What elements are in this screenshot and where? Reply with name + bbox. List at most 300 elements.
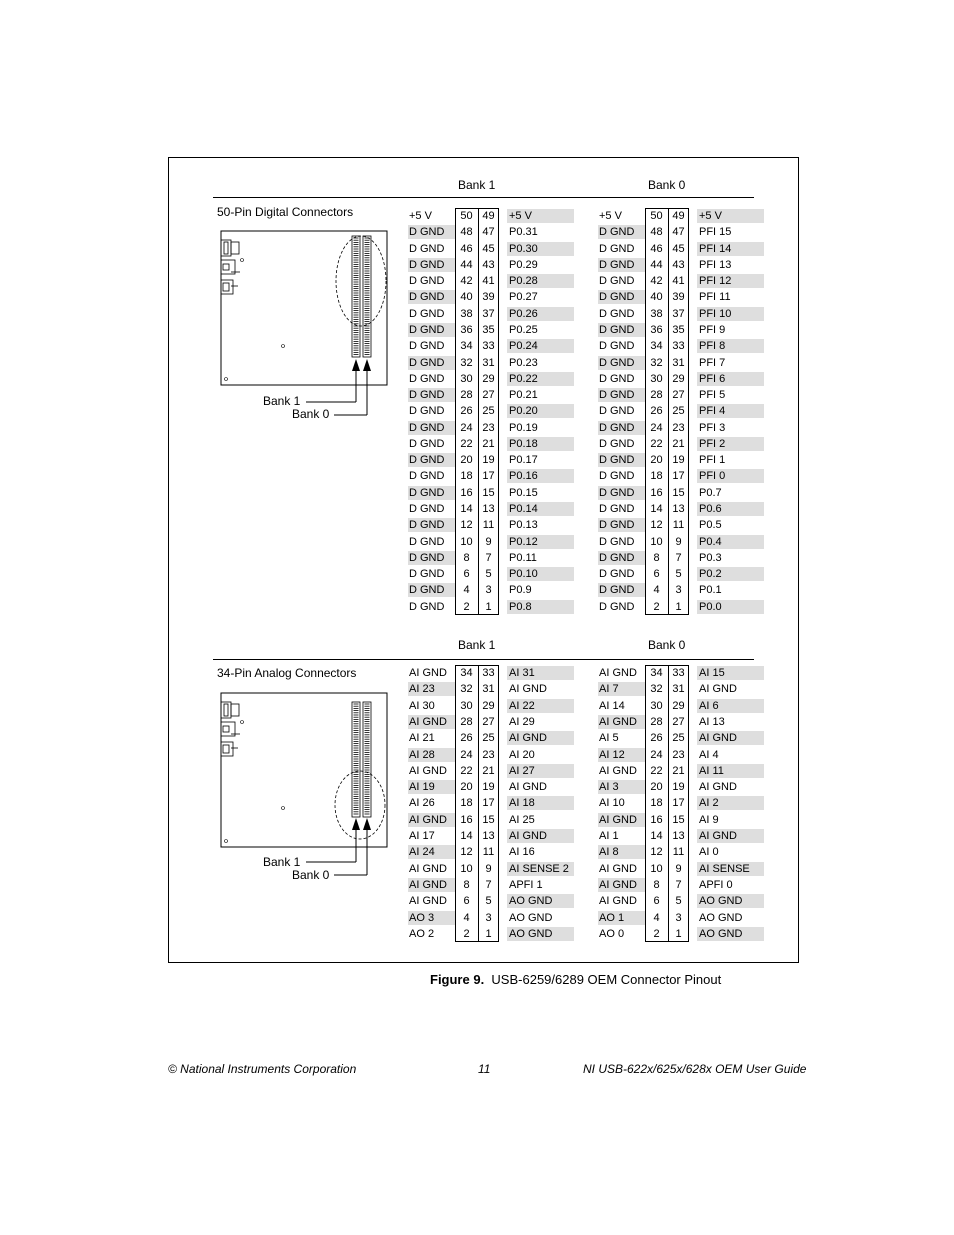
pin-number-right: 5 [485,895,492,907]
pin-number-right: 15 [672,487,685,499]
pin-signal-right: P0.10 [509,568,538,580]
pin-number-right: 21 [482,765,495,777]
pin-signal-right: AI 22 [509,700,535,712]
pin-signal-right: PFI 9 [699,324,726,336]
pin-signal-left: AI GND [599,879,637,891]
pin-number-right: 19 [482,454,495,466]
pin-number-right: 33 [672,667,685,679]
pin-number-left: 20 [650,454,663,466]
pin-box-divider [478,209,479,614]
pin-signal-right: AI SENSE 2 [509,863,569,875]
analog-bank1-heading: Bank 1 [458,638,496,652]
pin-number-right: 25 [482,405,495,417]
pin-number-box [455,208,499,615]
pin-signal-right: AI 13 [699,716,725,728]
pin-signal-right: AI 29 [509,716,535,728]
pin-number-left: 34 [650,667,663,679]
pin-signal-left: AI 8 [599,846,619,858]
pin-number-left: 30 [460,373,473,385]
pin-number-left: 32 [460,357,473,369]
pin-signal-right: P0.16 [509,470,538,482]
pin-number-left: 18 [460,797,473,809]
pin-signal-right: P0.2 [699,568,722,580]
pin-signal-right: P0.18 [509,438,538,450]
pin-signal-right: APFI 1 [509,879,543,891]
pin-number-left: 40 [460,291,473,303]
pin-number-box [645,665,689,942]
pin-number-left: 48 [650,226,663,238]
pin-signal-left: D GND [409,275,445,287]
pin-signal-right: AI 31 [509,667,535,679]
pin-number-left: 34 [460,340,473,352]
pin-signal-left: D GND [599,422,635,434]
pin-number-left: 32 [650,683,663,695]
pin-signal-right: PFI 14 [699,243,732,255]
pin-number-left: 6 [463,568,470,580]
pin-signal-left: D GND [599,308,635,320]
pin-signal-right: P0.26 [509,308,538,320]
pin-number-right: 1 [675,601,682,613]
pin-number-right: 9 [485,536,492,548]
pin-signal-left: AI GND [599,765,637,777]
pin-signal-right: PFI 10 [699,308,732,320]
pin-number-left: 34 [460,667,473,679]
pin-number-right: 27 [672,389,685,401]
pin-signal-left: AI 19 [409,781,435,793]
pin-number-left: 14 [460,830,473,842]
pin-number-right: 27 [482,716,495,728]
pin-signal-left: D GND [409,438,445,450]
pin-number-right: 1 [485,601,492,613]
pin-number-right: 7 [485,879,492,891]
digital-section-title: 50-Pin Digital Connectors [217,205,354,219]
pin-number-right: 31 [482,683,495,695]
pin-signal-right: PFI 12 [699,275,732,287]
pin-number-right: 47 [672,226,685,238]
pin-number-box [455,665,499,942]
pin-number-left: 50 [650,210,663,222]
pin-number-left: 18 [650,470,663,482]
pin-signal-left: AO 1 [599,912,625,924]
pin-number-right: 23 [672,422,685,434]
pin-number-left: 8 [463,552,470,564]
pin-signal-right: P0.4 [699,536,722,548]
pin-number-left: 40 [650,291,663,303]
pin-signal-right: P0.29 [509,259,538,271]
pin-number-right: 3 [485,584,492,596]
analog-board-diagram [214,690,394,890]
pin-signal-left: D GND [409,243,445,255]
pin-number-left: 16 [650,487,663,499]
pin-number-left: 46 [460,243,473,255]
pin-number-right: 11 [482,846,495,858]
pin-number-left: 10 [460,536,473,548]
pin-number-left: 4 [653,912,660,924]
pin-number-left: 8 [653,879,660,891]
pin-number-right: 5 [675,895,682,907]
pin-signal-left: D GND [599,291,635,303]
pin-number-left: 18 [460,470,473,482]
pin-signal-right: AO GND [699,895,743,907]
pin-signal-left: AI 7 [599,683,619,695]
footer-page-number: 11 [478,1062,491,1076]
pin-signal-left: AI 21 [409,732,435,744]
pin-signal-left: D GND [409,601,445,613]
pin-number-right: 35 [482,324,495,336]
pin-number-right: 29 [672,373,685,385]
pin-signal-left: D GND [599,519,635,531]
pin-signal-right: AI GND [699,830,737,842]
pin-number-left: 2 [463,928,470,940]
pin-signal-right: AI 15 [699,667,725,679]
pin-signal-left: AI 3 [599,781,619,793]
pin-number-right: 15 [482,814,495,826]
pin-number-right: 27 [482,389,495,401]
pin-signal-left: AI GND [409,895,447,907]
pin-number-left: 2 [463,601,470,613]
pin-signal-left: AI 23 [409,683,435,695]
pin-number-left: 32 [460,683,473,695]
analog-callout-bank0: Bank 0 [292,868,330,882]
figure-caption-text: USB-6259/6289 OEM Connector Pinout [491,972,722,987]
pin-number-left: 12 [650,519,663,531]
pin-number-left: 6 [653,895,660,907]
pin-signal-left: D GND [599,601,635,613]
footer-guide-title: NI USB-622x/625x/628x OEM User Guide [583,1062,807,1076]
pin-number-right: 17 [482,797,495,809]
pin-signal-right: P0.25 [509,324,538,336]
pin-number-left: 30 [650,700,663,712]
pin-number-left: 26 [460,732,473,744]
pin-number-right: 45 [482,243,495,255]
pin-signal-right: P0.23 [509,357,538,369]
pin-number-right: 31 [672,683,685,695]
pin-number-right: 21 [672,765,685,777]
pin-signal-right: AI 4 [699,749,719,761]
pin-number-right: 21 [672,438,685,450]
pin-signal-right: P0.21 [509,389,538,401]
pin-box-divider [668,666,669,941]
pin-signal-left: AI 24 [409,846,435,858]
pin-number-left: 14 [460,503,473,515]
pin-number-left: 44 [650,259,663,271]
pin-number-left: 10 [650,863,663,875]
pin-number-right: 35 [672,324,685,336]
pin-signal-right: P0.27 [509,291,538,303]
pin-signal-left: AI 14 [599,700,625,712]
pin-number-right: 13 [482,830,495,842]
digital-bank0-heading: Bank 0 [648,178,686,192]
pin-signal-right: P0.30 [509,243,538,255]
pin-number-left: 16 [460,814,473,826]
pin-signal-right: PFI 0 [699,470,726,482]
pin-number-left: 8 [463,879,470,891]
pin-number-left: 12 [650,846,663,858]
pin-signal-right: AI 16 [509,846,535,858]
pin-box-divider [478,666,479,941]
pin-number-right: 11 [672,519,685,531]
footer-copyright: © National Instruments Corporation [168,1062,357,1076]
pin-signal-right: +5 V [699,210,722,222]
pin-signal-right: P0.9 [509,584,532,596]
pin-signal-right: AO GND [699,912,743,924]
pin-signal-left: D GND [409,308,445,320]
pin-signal-right: P0.6 [699,503,722,515]
pin-number-right: 5 [485,568,492,580]
pin-number-right: 19 [482,781,495,793]
pin-signal-right: APFI 0 [699,879,733,891]
pin-signal-right: P0.14 [509,503,538,515]
pin-signal-left: D GND [409,291,445,303]
pin-number-left: 26 [650,732,663,744]
digital-bank1-heading: Bank 1 [458,178,496,192]
pin-number-left: 26 [460,405,473,417]
pin-signal-left: AO 3 [409,912,435,924]
pin-signal-right: AI 27 [509,765,535,777]
pin-signal-left: D GND [409,357,445,369]
pin-number-right: 3 [485,912,492,924]
pin-signal-right: AI 6 [699,700,719,712]
digital-board-diagram [214,228,394,428]
pin-number-left: 16 [650,814,663,826]
pin-signal-left: +5 V [409,210,432,222]
pin-number-right: 49 [672,210,685,222]
pin-signal-left: D GND [409,405,445,417]
pin-signal-left: D GND [409,519,445,531]
pin-signal-right: AI SENSE [699,863,750,875]
pin-number-left: 16 [460,487,473,499]
pin-signal-left: D GND [599,243,635,255]
pin-number-left: 12 [460,846,473,858]
pin-number-right: 9 [675,536,682,548]
pin-number-left: 14 [650,830,663,842]
pin-number-left: 22 [460,765,473,777]
pin-number-right: 37 [672,308,685,320]
pin-signal-right: +5 V [509,210,532,222]
pin-number-right: 13 [672,503,685,515]
pin-number-left: 42 [460,275,473,287]
pin-signal-left: AI GND [599,863,637,875]
analog-divider [213,659,754,660]
pin-number-left: 20 [460,781,473,793]
pin-number-right: 43 [672,259,685,271]
pin-number-right: 33 [482,667,495,679]
pin-signal-left: D GND [599,340,635,352]
pin-signal-left: D GND [599,373,635,385]
pin-signal-left: D GND [409,373,445,385]
pin-signal-right: PFI 8 [699,340,726,352]
pin-number-right: 15 [672,814,685,826]
pin-signal-right: PFI 4 [699,405,726,417]
pin-signal-right: PFI 3 [699,422,726,434]
pin-signal-left: AI GND [599,716,637,728]
pin-number-left: 42 [650,275,663,287]
pin-signal-right: AI 18 [509,797,535,809]
pin-number-right: 37 [482,308,495,320]
pin-signal-left: D GND [599,405,635,417]
pin-number-right: 5 [675,568,682,580]
pin-number-right: 39 [482,291,495,303]
pin-number-right: 31 [672,357,685,369]
pin-signal-left: AI 10 [599,797,625,809]
pin-signal-left: D GND [409,503,445,515]
pin-number-right: 29 [672,700,685,712]
pin-signal-left: D GND [409,324,445,336]
pin-number-left: 14 [650,503,663,515]
pin-signal-left: D GND [599,470,635,482]
pin-number-left: 46 [650,243,663,255]
pin-signal-right: P0.17 [509,454,538,466]
pin-number-right: 13 [672,830,685,842]
pin-signal-right: PFI 6 [699,373,726,385]
pin-number-right: 43 [482,259,495,271]
pin-number-right: 19 [672,781,685,793]
pin-signal-right: AO GND [509,895,553,907]
pin-number-left: 28 [460,389,473,401]
pin-signal-right: PFI 7 [699,357,726,369]
pin-number-left: 28 [650,716,663,728]
pin-number-right: 47 [482,226,495,238]
pin-number-left: 30 [460,700,473,712]
pin-signal-left: D GND [599,357,635,369]
pin-signal-left: D GND [409,340,445,352]
pin-number-right: 23 [672,749,685,761]
pin-number-left: 20 [460,454,473,466]
pin-number-right: 13 [482,503,495,515]
pin-signal-right: AI GND [699,781,737,793]
pin-signal-left: D GND [599,568,635,580]
pin-signal-left: D GND [409,584,445,596]
pin-number-right: 23 [482,422,495,434]
pin-number-right: 27 [672,716,685,728]
pin-number-right: 9 [485,863,492,875]
pin-signal-right: P0.7 [699,487,722,499]
pin-signal-right: PFI 13 [699,259,732,271]
pin-number-right: 41 [482,275,495,287]
pin-number-left: 38 [460,308,473,320]
pin-signal-right: AI GND [699,732,737,744]
pin-signal-left: AI GND [409,863,447,875]
pin-signal-right: P0.22 [509,373,538,385]
pin-signal-left: AO 0 [599,928,625,940]
pin-signal-left: AI 12 [599,749,625,761]
pin-signal-left: D GND [409,536,445,548]
pin-signal-left: D GND [409,389,445,401]
pin-signal-left: AI 26 [409,797,435,809]
pin-number-left: 24 [650,422,663,434]
pin-number-right: 49 [482,210,495,222]
pin-signal-left: D GND [599,584,635,596]
pin-signal-right: AI GND [509,781,547,793]
pin-signal-right: P0.24 [509,340,538,352]
pin-signal-right: P0.19 [509,422,538,434]
pin-number-left: 48 [460,226,473,238]
pin-signal-left: AO 2 [409,928,435,940]
pin-signal-right: AI GND [509,732,547,744]
pin-signal-left: D GND [409,568,445,580]
pin-number-left: 6 [653,568,660,580]
pin-signal-left: D GND [409,470,445,482]
pin-signal-left: AI 28 [409,749,435,761]
pin-number-right: 21 [482,438,495,450]
pin-number-left: 22 [650,765,663,777]
pin-number-right: 33 [672,340,685,352]
digital-divider [213,197,754,198]
pin-signal-left: D GND [599,226,635,238]
pin-signal-left: AI GND [409,879,447,891]
pin-signal-left: D GND [599,552,635,564]
pin-number-left: 18 [650,797,663,809]
pin-number-right: 3 [675,912,682,924]
pin-number-right: 7 [675,552,682,564]
pin-number-right: 17 [482,470,495,482]
pin-signal-left: AI GND [599,814,637,826]
pin-signal-left: D GND [599,536,635,548]
pin-number-right: 15 [482,487,495,499]
pin-number-left: 50 [460,210,473,222]
pin-number-left: 24 [460,422,473,434]
pin-number-right: 41 [672,275,685,287]
pin-number-left: 28 [460,716,473,728]
figure-caption [430,972,721,987]
pin-signal-right: AO GND [509,912,553,924]
pin-signal-left: AI GND [599,895,637,907]
pin-signal-right: P0.12 [509,536,538,548]
pin-number-left: 32 [650,357,663,369]
pin-number-right: 29 [482,373,495,385]
pin-number-left: 6 [463,895,470,907]
pin-signal-left: D GND [599,275,635,287]
pin-signal-right: AI GND [509,683,547,695]
pin-number-left: 36 [650,324,663,336]
pin-number-right: 19 [672,454,685,466]
pin-box-divider [668,209,669,614]
pin-signal-left: D GND [409,259,445,271]
digital-callout-bank1: Bank 1 [263,394,301,408]
pin-number-right: 7 [485,552,492,564]
pin-number-left: 44 [460,259,473,271]
pin-signal-right: AO GND [509,928,553,940]
pin-number-right: 29 [482,700,495,712]
pin-signal-left: AI GND [599,667,637,679]
pin-signal-right: AI 0 [699,846,719,858]
pin-number-right: 33 [482,340,495,352]
pin-signal-right: AI 2 [699,797,719,809]
pin-number-left: 4 [463,912,470,924]
pin-signal-left: D GND [599,389,635,401]
pin-signal-left: D GND [599,438,635,450]
pin-signal-left: D GND [599,487,635,499]
pin-number-left: 28 [650,389,663,401]
pin-number-left: 4 [463,584,470,596]
pin-number-right: 25 [672,732,685,744]
pin-signal-left: D GND [599,503,635,515]
pin-signal-right: PFI 15 [699,226,732,238]
pin-signal-right: AI 25 [509,814,535,826]
pin-signal-right: PFI 1 [699,454,726,466]
pin-signal-right: P0.15 [509,487,538,499]
pin-signal-left: AI 30 [409,700,435,712]
pin-signal-right: PFI 11 [699,291,731,303]
pin-number-left: 24 [460,749,473,761]
pin-number-left: 10 [650,536,663,548]
pin-number-left: 10 [460,863,473,875]
pin-signal-left: D GND [599,324,635,336]
pin-number-left: 12 [460,519,473,531]
pin-number-right: 11 [482,519,495,531]
pin-number-left: 34 [650,340,663,352]
pin-signal-left: AI GND [409,716,447,728]
